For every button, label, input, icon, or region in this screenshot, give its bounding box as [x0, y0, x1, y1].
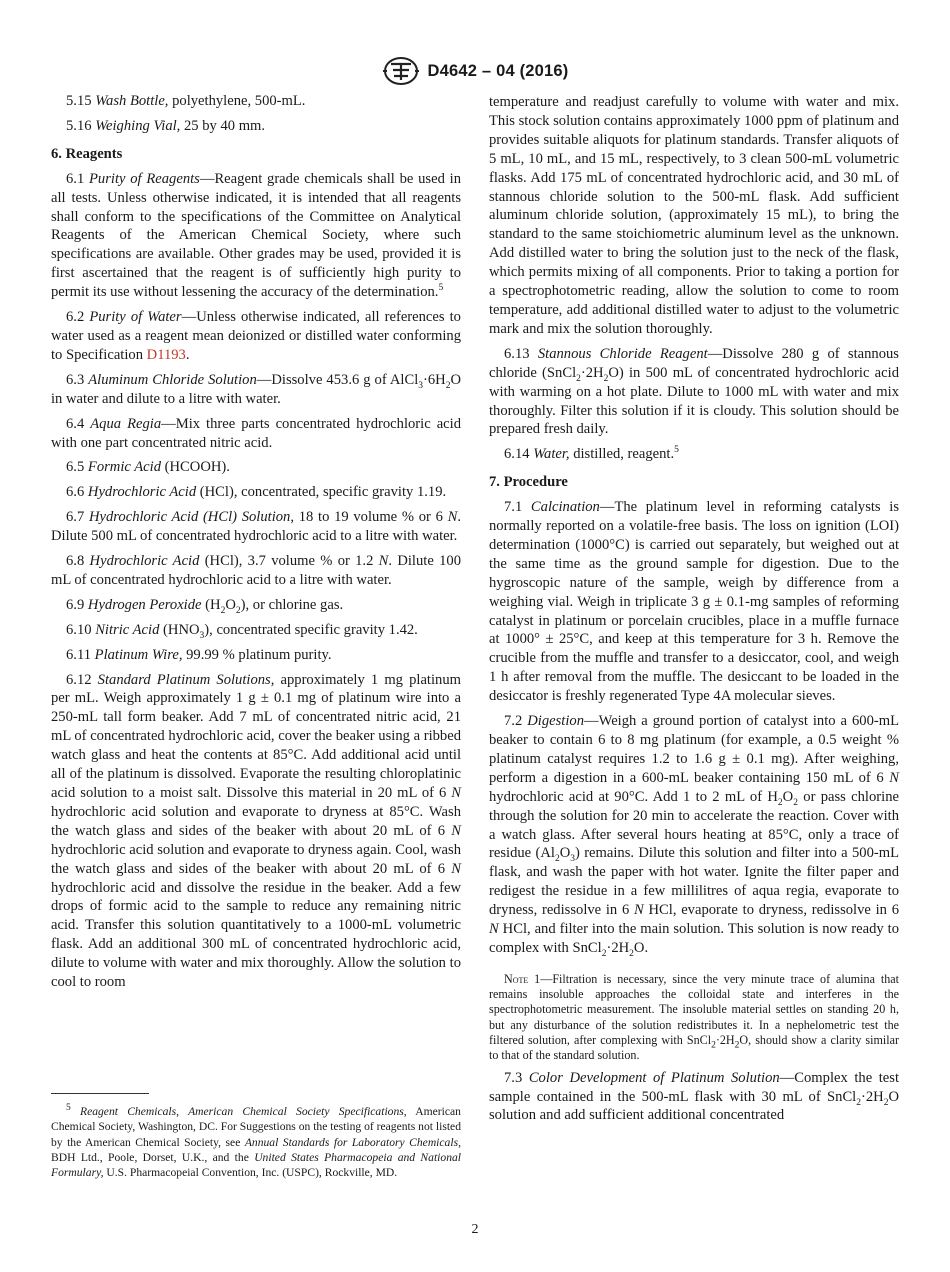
paragraph-7-2: 7.2 Digestion—Weigh a ground portion of catalyst into a 600-mL beaker to contain 6 to 8 mg platinum (for example, a 0.5 weight % platinum catalyst requires 1.2 to 1.6 g ± 0.1 mg). After weighing, perform a digestion in a 600-mL beaker containing 150 mL of 6 N hydrochloric acid at 90°C. Add 1 to 2 mL of $H_2O_2$ or pass chlorine through the solution for 20 min to accelerate the reaction. Cover with a watch glass. After several hours heating at 85°C, only a trace of residue $(Al_2O_3)$ remains. Dilute this solution and filter into a 500-mL flask, and wash the paper with hot water. Ignite the filter paper and redigest the residue in a few millilitres of aqua regia, evaporate to dryness, redissolve in 6 N HCl, evaporate to dryness, redissolve in 6 N HCl, and filter into the main solution. This solution is now ready to complex with $SnCl_2\cdot 2H_2O$. [489, 713, 900, 959]
paragraph-6-3: 6.3 Aluminum Chloride Solution—Dissolve 453.6 g of $AlCl_3\cdot 6H_2O$ in water and dilute to a litre with water. [51, 371, 462, 407]
astm-logo-icon [382, 56, 420, 86]
footnote-5: $^5$ Reagent Chemicals, American Chemical Society Specifications, American Chemical Society, Washington, DC. For Suggestions on the testing of reagents not listed by the American Chemical Society, see Annual Standards for Laboratory Chemicals, BDH Ltd., Poole, Dorset, U.K., and the United States Pharmacopeia and National Formulary, U.S. Pharmacopeial Convention, Inc. (USPC), Rockville, MD. [51, 1103, 462, 1180]
paragraph-5-15: 5.15 Wash Bottle, polyethylene, 500-mL. [66, 93, 306, 109]
section-heading-procedure: 7. Procedure [489, 474, 568, 491]
paragraph-6-10: 6.10 Nitric Acid $(HNO_3)$, concentrated specific gravity 1.42. [66, 621, 418, 641]
right-column [489, 93, 899, 1131]
standard-designation: D4642 – 04 (2016) [427, 61, 569, 80]
footnote-divider [51, 1093, 149, 1094]
paragraph-7-3: 7.3 Color Development of Platinum Solution—Complex the test sample contained in the 500-mL flask with 30 mL of $SnCl_2\cdot 2H_2O$ solution and add sufficient additional concentrated [489, 1069, 900, 1124]
paragraph-6-6: 6.6 Hydrochloric Acid (HCl), concentrated, specific gravity 1.19. [66, 484, 447, 501]
paragraph-6-11: 6.11 Platinum Wire, 99.99 % platinum purity. [66, 646, 332, 663]
page-header [0, 56, 950, 91]
page-number: 2 [471, 1222, 479, 1237]
left-column [51, 92, 461, 998]
note-1: Note 1—Filtration is necessary, since the very minute trace of alumina that remains insoluble approaches the colloidal state and interferes in the spectrophotometric measurement. The insoluble material settles on standing 20 h, but any disturbance of the solution redistributes it. In a nephelometric test the filtered solution, after complexing with $SnCl_2\cdot 2H_2O$, should show a clarity similar to that of the standard solution. [489, 971, 899, 1063]
footnote-ref[interactable]: 5 [674, 445, 679, 456]
paragraph-6-4: 6.4 Aqua Regia—Mix three parts concentrated hydrochloric acid with one part concentrated nitric acid. [51, 415, 462, 451]
section-heading-reagents: 6. Reagents [51, 145, 123, 162]
paragraph-6-2: 6.2 Purity of Water—Unless otherwise indicated, all references to water used as a reagent mean deionized or distilled water conforming to Specification D1193. [51, 309, 461, 363]
footnote-ref[interactable]: 5 [438, 283, 444, 294]
paragraph-6-12-continued: temperature and readjust carefully to volume with water and mix. This stock solution contains approximately 1000 ppm of platinum and provides suitable aliquots for platinum standards. Transfer aliquots of 5 mL, 10 mL, and 15 mL, respectively, to 3 clean 500-mL volumetric flasks. Add 175 mL of concentrated hydrochloric acid, and 30 mL of stannous chloride solution to the 500-mL flask. Add sufficient aluminum chloride solution, (approximately 15 mL), to bring the standard to the same stoichiometric aluminum level as the unknown. Add distilled water to bring the solution just to the neck of the flask, which permits mixing of all components. Prior to taking a portion for a spectrophotometric reading, allow the solution to come to room temperature, add additional distilled water to adjust to the volumetric mark and mix the solution thoroughly. [489, 94, 899, 337]
paragraph-6-13: 6.13 Stannous Chloride Reagent—Dissolve 280 g of stannous chloride $(SnCl_2\cdot 2H_2O)$ in 500 mL of concentrated hydrochloric acid with warming on a hot plate. Dilute to 1000 mL with water and mix thoroughly. Filter this solution if it is cloudy. This solution should be prepared fresh daily. [489, 345, 899, 438]
paragraph-5-16: 5.16 Weighing Vial, 25 by 40 mm. [66, 117, 266, 134]
paragraph-6-14: 6.14 Water, distilled, reagent.$^5$ [504, 445, 679, 463]
paragraph-6-1: 6.1 Purity of Reagents—Reagent grade chemicals shall be used in all tests. Unless otherwise indicated, it is intended that all reagents shall conform to the specifications of the Committee on Analytical Reagents of the American Chemical Society, where such specifications are available. Other grades may be used, provided it is first ascertained that the reagent is of sufficiently high purity to permit its use without lessening the accuracy of the determination.$^5$ [51, 170, 461, 301]
paragraph-6-9: 6.9 Hydrogen Peroxide $(H_2O_2)$, or chlorine gas. [66, 596, 344, 616]
paragraph-7-1: 7.1 Calcination—The platinum level in reforming catalysts is normally reported on a volatile-free basis. The loss on ignition (LOI) determination (1000°C) is carried out separately, but weighed out at the same time as the ground sample for digestion. Due to the hygroscopic nature of the sample, weigh by difference from a weighing vial. Weigh in triplicate 3 g ± 0.1-mg samples of reforming catalyst in platinum or porcelain crucibles, place in a muffle furnace at 1000° ± 25°C, and keep at this temperature for 3 h. Remove the crucible from the muffle and transfer to a desiccator, cool, and weigh 1 h after removal from the muffle. The desiccant to be loaded in the desiccator is freshly regenerated Type 4A molecular sieves. [489, 499, 900, 705]
paragraph-6-5: 6.5 Formic Acid (HCOOH). [66, 459, 230, 476]
paragraph-6-8: 6.8 Hydrochloric Acid (HCl), 3.7 volume % or 1.2 N. Dilute 100 mL of concentrated hydrochloric acid to a litre with water. [51, 553, 461, 588]
paragraph-6-12: 6.12 Standard Platinum Solutions, approximately 1 mg platinum per mL. Weigh approximately 1 g ± 0.1 mg of platinum wire into a 250-mL tall form beaker. Add 7 mL of concentrated nitric acid, 21 mL of concentrated hydrochloric acid, cover the beaker using a ribbed watch glass and heat the contents at 85°C. Add additional acid until all of the platinum is dissolved. Evaporate the resulting chloroplatinic acid solution to a moist salt. Dissolve this material in 20 mL of 6 N hydrochloric acid solution and evaporate to dryness at 85°C. Wash the watch glass and sides of the beaker with about 20 mL of 6 N hydrochloric acid solution and evaporate to dryness again. Cool, wash the watch glass and sides of the beaker with about 20 mL of 6 N hydrochloric acid and dissolve the residue in the beaker. Add a few drops of formic acid to the sample to reduce any remaining nitric acid. Transfer this solution quantitatively to a 1000-mL volumetric flask. Add an additional 300 mL of concentrated hydrochloric acid, dilute to volume with water and mix thoroughly. Allow the solution to cool to room [51, 671, 461, 991]
paragraph-6-7: 6.7 Hydrochloric Acid (HCl) Solution, 18 to 19 volume % or 6 N. Dilute 500 mL of concentrated hydrochloric acid to a litre with water. [51, 509, 461, 545]
spec-link-d1193[interactable]: D1193 [146, 346, 186, 363]
